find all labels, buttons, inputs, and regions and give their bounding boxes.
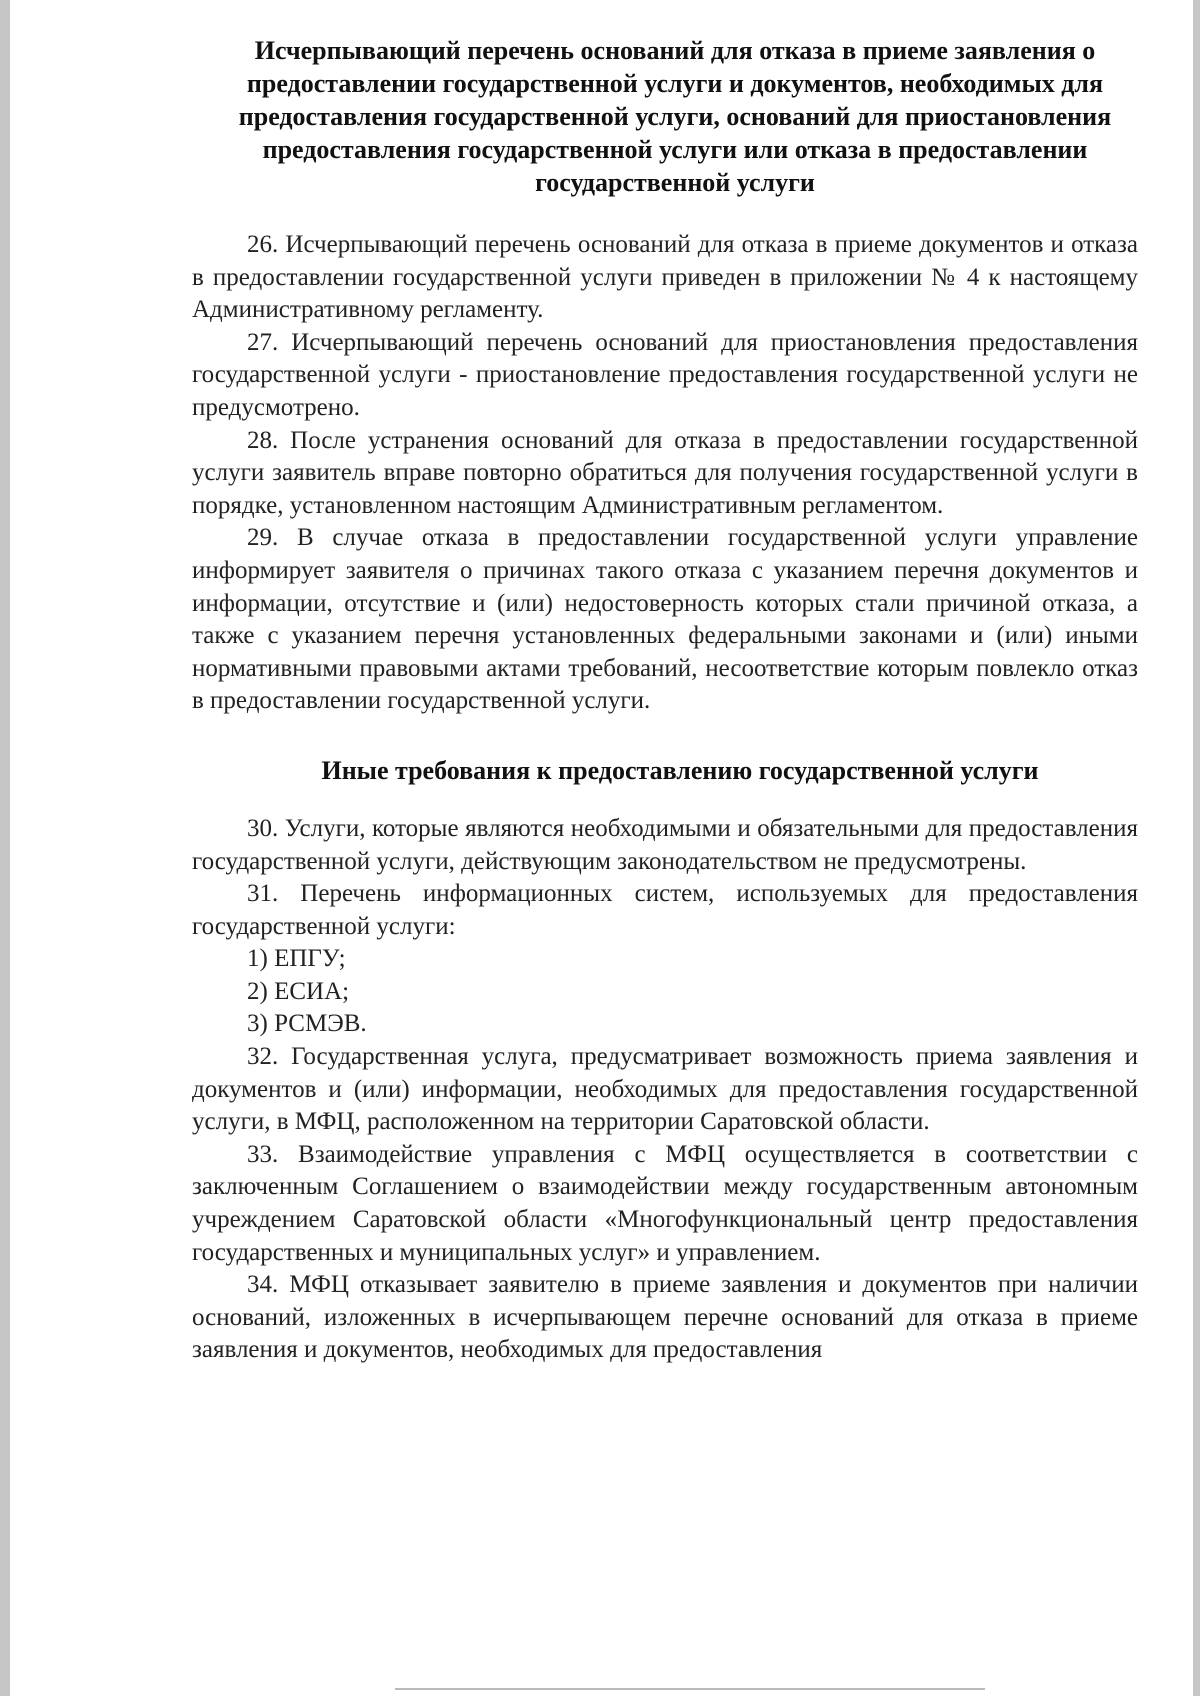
- list-item-esia: 2) ЕСИА;: [247, 977, 350, 1005]
- right-page-edge: [1193, 0, 1200, 1696]
- section-heading-other-requirements: Иные требования к предоставлению государственной услуги: [321, 755, 1039, 785]
- paragraph-26: 26. Исчерпывающий перечень оснований для отказа в приеме документов и отказа в предоставлении государственной услуги приведен в приложении № 4 к настоящему Административному регламенту.: [192, 231, 1138, 324]
- page-bottom-rule: [395, 1688, 985, 1690]
- paragraph-32: 32. Государственная услуга, предусматривает возможность приема заявления и документов и (или) информации, необходимых для предоставления государственной услуги, в МФЦ, расположенном на территории Саратовской области.: [192, 1043, 1138, 1136]
- section-2-body: [192, 813, 1138, 1367]
- paragraph-33: 33. Взаимодействие управления с МФЦ осуществляется в соответствии с заключенным Соглашением о взаимодействии между государственным автономным учреждением Саратовской области «Многофункциональный центр предоставления государственных и муниципальных услуг» и управлением.: [192, 1140, 1138, 1266]
- paragraph-29: 29. В случае отказа в предоставлении государственной услуги управление информирует заявителя о причинах такого отказа с указанием перечня документов и информации, отсутствие и (или) недостоверность которых стали причиной отказа, а также с указанием перечня установленных федеральными законами и (или) иными нормативными правовыми актами требований, несоответствие которым повлекло отказ в предоставлении государственной услуги.: [192, 524, 1138, 715]
- list-item-epgu: 1) ЕПГУ;: [247, 945, 346, 973]
- paragraph-30: 30. Услуги, которые являются необходимыми и обязательными для предоставления государственной услуги, действующим законодательством не предусмотрены.: [192, 814, 1138, 875]
- section-1-body: [192, 229, 1138, 718]
- section-heading-refusal-grounds: Исчерпывающий перечень оснований для отказа в приеме заявления о предоставлении государственной услуги и документов, необходимых для предоставления государственной услуги, оснований для приостановления предоставления государственной услуги или отказа в предоставлении государственной услуги: [238, 36, 1112, 197]
- list-item-rsmev: 3) РСМЭВ.: [247, 1010, 367, 1038]
- paragraph-28: 28. После устранения оснований для отказа в предоставлении государственной услуги заявитель вправе повторно обратиться для получения государственной услуги в порядке, установленном настоящим Административным регламентом.: [192, 426, 1138, 519]
- paragraph-27: 27. Исчерпывающий перечень оснований для приостановления предоставления государственной услуги - приостановление предоставления государственной услуги не предусмотрено.: [192, 328, 1138, 421]
- document-page: [192, 34, 1138, 1367]
- paragraph-31: 31. Перечень информационных систем, используемых для предоставления государственной услуги:: [192, 880, 1138, 940]
- left-page-edge: [0, 0, 10, 1696]
- paragraph-34: 34. МФЦ отказывает заявителю в приеме заявления и документов при наличии оснований, изложенных в исчерпывающем перечне оснований для отказа в приеме заявления и документов, необходимых для предоставления: [192, 1271, 1138, 1364]
